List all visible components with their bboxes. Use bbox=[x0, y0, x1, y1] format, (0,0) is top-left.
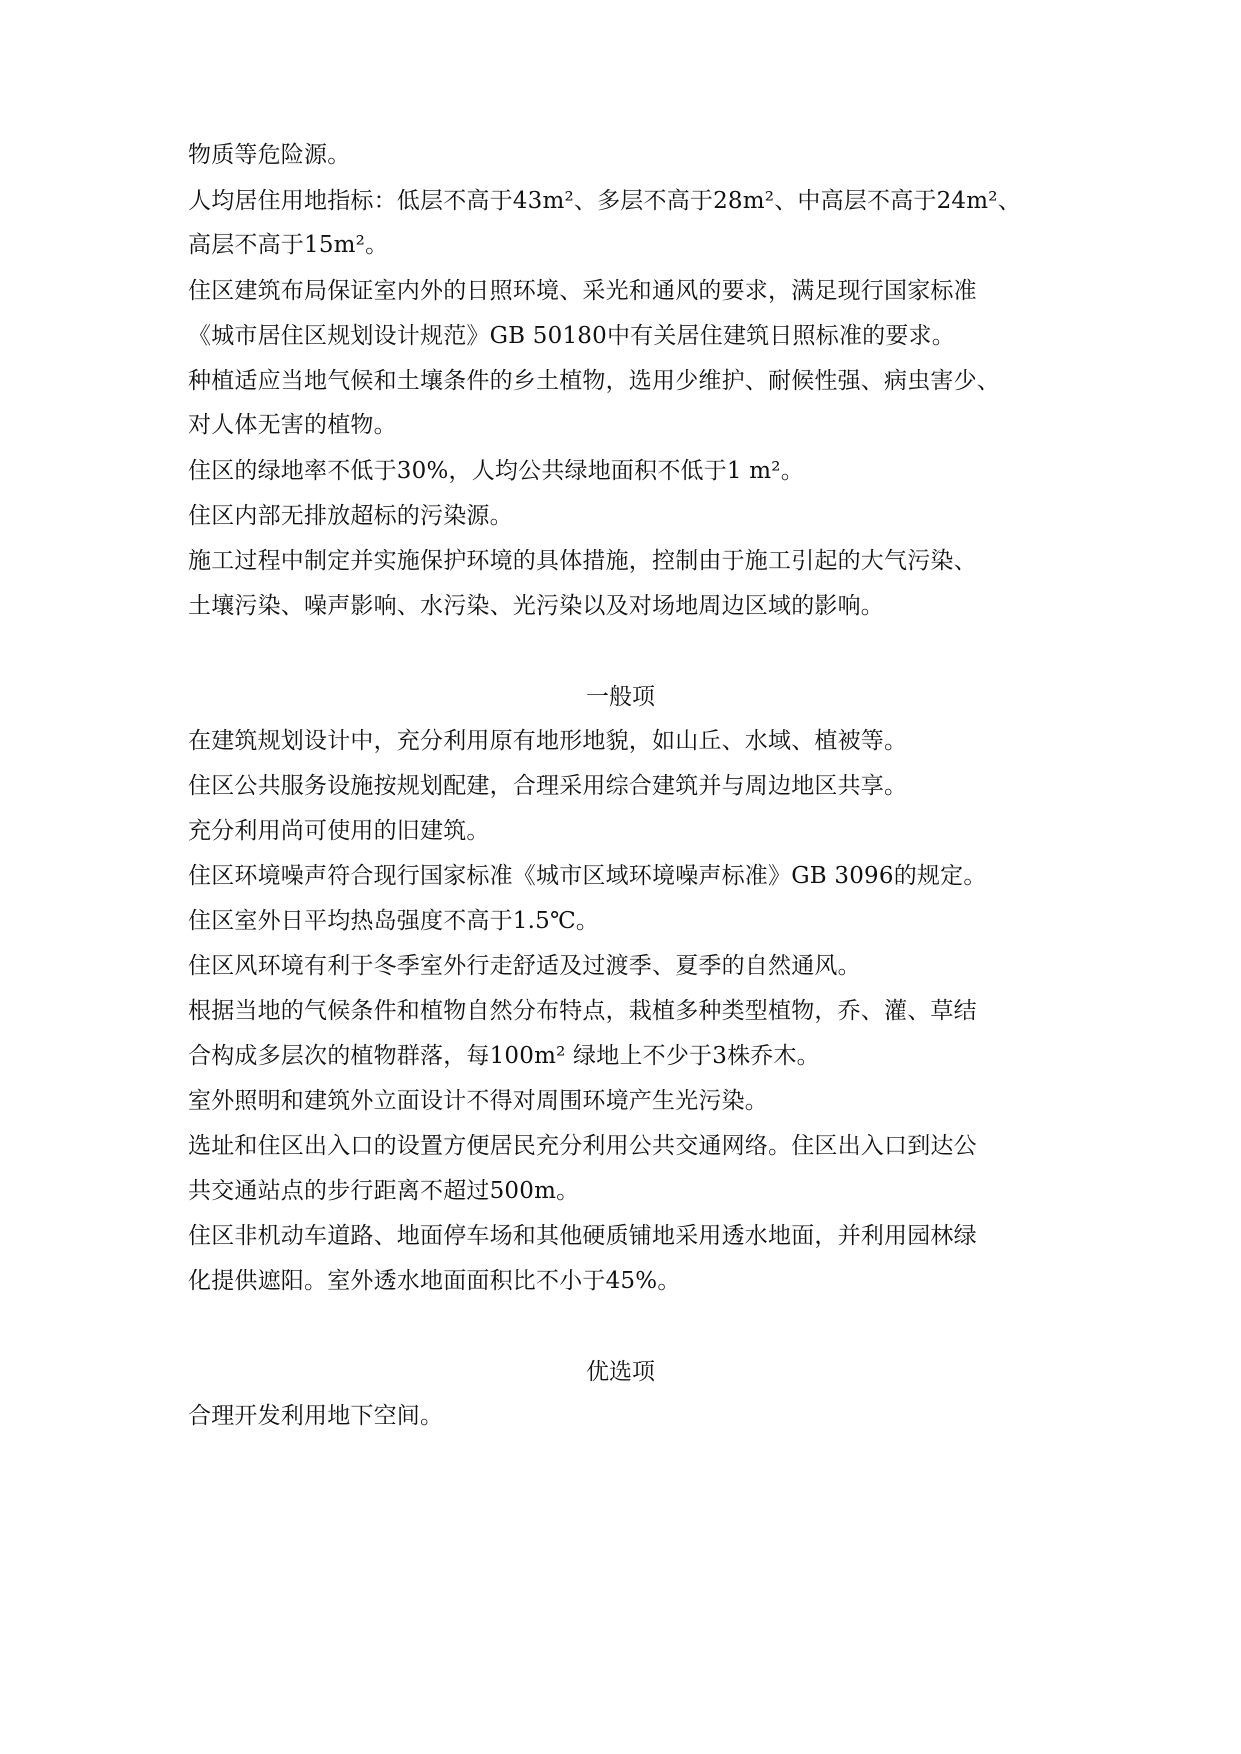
paragraph-line: 施工过程中制定并实施保护环境的具体措施，控制由于施工引起的大气污染、 bbox=[188, 548, 977, 574]
paragraph-line: 室外照明和建筑外立面设计不得对周围环境产生光污染。 bbox=[188, 1088, 768, 1114]
paragraph-line: 人均居住用地指标：低层不高于43m²、多层不高于28m²、中高层不高于24m²、 bbox=[188, 188, 1021, 214]
paragraph-line: 化提供遮阳。室外透水地面面积比不小于45%。 bbox=[188, 1268, 681, 1294]
paragraph-line: 住区内部无排放超标的污染源。 bbox=[188, 503, 513, 529]
paragraph-line: 住区风环境有利于冬季室外行走舒适及过渡季、夏季的自然通风。 bbox=[188, 953, 861, 979]
paragraph-line: 在建筑规划设计中，充分利用原有地形地貌，如山丘、水域、植被等。 bbox=[188, 728, 908, 754]
paragraph-line: 种植适应当地气候和土壤条件的乡土植物，选用少维护、耐候性强、病虫害少、 bbox=[188, 368, 1000, 394]
paragraph-line: 合构成多层次的植物群落，每100m² 绿地上不少于3株乔木。 bbox=[188, 1043, 820, 1069]
paragraph-line: 住区的绿地率不低于30%，人均公共绿地面积不低于1 m²。 bbox=[188, 458, 804, 484]
section-heading-preferred: 优选项 bbox=[586, 1359, 655, 1385]
paragraph-line: 合理开发利用地下空间。 bbox=[188, 1403, 444, 1429]
paragraph-line: 住区公共服务设施按规划配建，合理采用综合建筑并与周边地区共享。 bbox=[188, 773, 908, 799]
paragraph-line: 共交通站点的步行距离不超过500m。 bbox=[188, 1178, 580, 1204]
paragraph-line: 住区非机动车道路、地面停车场和其他硬质铺地采用透水地面，并利用园林绿 bbox=[188, 1223, 977, 1249]
paragraph-line: 选址和住区出入口的设置方便居民充分利用公共交通网络。住区出入口到达公 bbox=[188, 1133, 977, 1159]
paragraph-line: 充分利用尚可使用的旧建筑。 bbox=[188, 818, 490, 844]
paragraph-line: 对人体无害的植物。 bbox=[188, 412, 397, 438]
paragraph-line: 物质等危险源。 bbox=[188, 142, 351, 168]
section-heading-general: 一般项 bbox=[586, 684, 655, 710]
paragraph-line: 住区环境噪声符合现行国家标准《城市区域环境噪声标准》GB 3096的规定。 bbox=[188, 863, 987, 889]
paragraph-line: 高层不高于15m²。 bbox=[188, 232, 389, 258]
paragraph-line: 住区建筑布局保证室内外的日照环境、采光和通风的要求，满足现行国家标准 bbox=[188, 278, 977, 304]
paragraph-line: 住区室外日平均热岛强度不高于1.5℃。 bbox=[188, 908, 600, 934]
paragraph-line: 土壤污染、噪声影响、水污染、光污染以及对场地周边区域的影响。 bbox=[188, 593, 884, 619]
paragraph-line: 《城市居住区规划设计规范》GB 50180中有关居住建筑日照标准的要求。 bbox=[188, 323, 955, 349]
paragraph-line: 根据当地的气候条件和植物自然分布特点，栽植多种类型植物，乔、灌、草结 bbox=[188, 998, 977, 1024]
